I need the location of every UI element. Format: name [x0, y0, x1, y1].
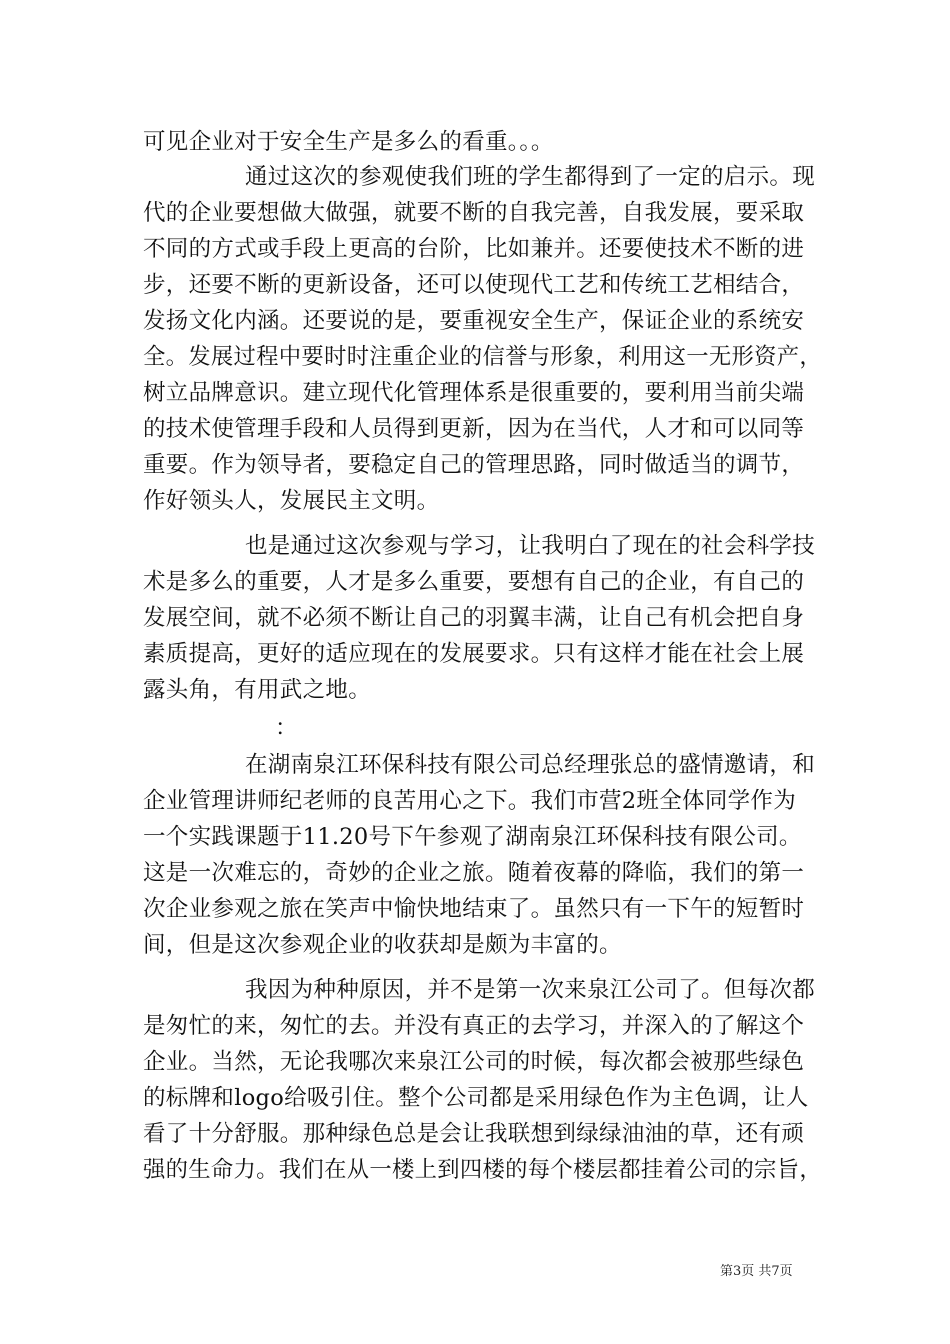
text-line: 素质提高，更好的适应现在的发展要求。只有这样才能在社会上展	[143, 641, 805, 667]
text-line: 不同的方式或手段上更高的台阶，比如兼并。还要使技术不断的进	[143, 236, 805, 262]
text-line: 通过这次的参观使我们班的学生都得到了一定的启示。现	[245, 164, 816, 190]
text-line: 术是多么的重要，人才是多么重要，要想有自己的企业，有自己的	[143, 569, 805, 595]
text-line: 重要。作为领导者，要稳定自己的管理思路，同时做适当的调节，	[143, 452, 805, 478]
text-line: 可见企业对于安全生产是多么的看重。。。	[143, 129, 554, 155]
text-line: 看了十分舒服。那种绿色总是会让我联想到绿绿油油的草，还有顽	[143, 1121, 805, 1147]
text-line: 全。发展过程中要时时注重企业的信誉与形象，利用这一无形资产，	[143, 344, 823, 370]
text-line: 的技术使管理手段和人员得到更新，因为在当代，人才和可以同等	[143, 416, 805, 442]
colon-marker: ：	[275, 715, 298, 741]
page-number-footer: 第3页 共7页	[720, 1264, 793, 1279]
text-line: 这是一次难忘的，奇妙的企业之旅。随着夜幕的降临，我们的第一	[143, 860, 805, 886]
text-line: 发扬文化内涵。还要说的是，要重视安全生产，保证企业的系统安	[143, 308, 805, 334]
text-line: 企业管理讲师纪老师的良苦用心之下。我们市营2班全体同学作为	[143, 788, 797, 814]
text-line: 也是通过这次参观与学习，让我明白了现在的社会科学技	[245, 533, 816, 559]
text-line: 作好领头人，发展民主文明。	[143, 488, 440, 514]
text-line: 在湖南泉江环保科技有限公司总经理张总的盛情邀请，和	[245, 752, 816, 778]
text-line: 发展空间，就不必须不断让自己的羽翼丰满，让自己有机会把自身	[143, 605, 805, 631]
text-line: 间，但是这次参观企业的收获却是颇为丰富的。	[143, 932, 622, 958]
text-line: 是匆忙的来，匆忙的去。并没有真正的去学习，并深入的了解这个	[143, 1013, 805, 1039]
text-line: 企业。当然，无论我哪次来泉江公司的时候，每次都会被那些绿色	[143, 1049, 805, 1075]
text-line: 代的企业要想做大做强，就要不断的自我完善，自我发展，要采取	[143, 200, 805, 226]
text-line: 露头角，有用武之地。	[143, 677, 372, 703]
text-line: 一个实践课题于11.20号下午参观了湖南泉江环保科技有限公司。	[143, 824, 802, 850]
text-line: 强的生命力。我们在从一楼上到四楼的每个楼层都挂着公司的宗旨，	[143, 1157, 823, 1183]
text-line: 我因为种种原因，并不是第一次来泉江公司了。但每次都	[245, 977, 816, 1003]
text-line: 步，还要不断的更新设备，还可以使现代工艺和传统工艺相结合，	[143, 272, 805, 298]
text-line: 的标牌和logo给吸引住。整个公司都是采用绿色作为主色调，让人	[143, 1085, 809, 1111]
text-line: 树立品牌意识。建立现代化管理体系是很重要的，要利用当前尖端	[143, 380, 805, 406]
text-line: 次企业参观之旅在笑声中愉快地结束了。虽然只有一下午的短暂时	[143, 896, 805, 922]
